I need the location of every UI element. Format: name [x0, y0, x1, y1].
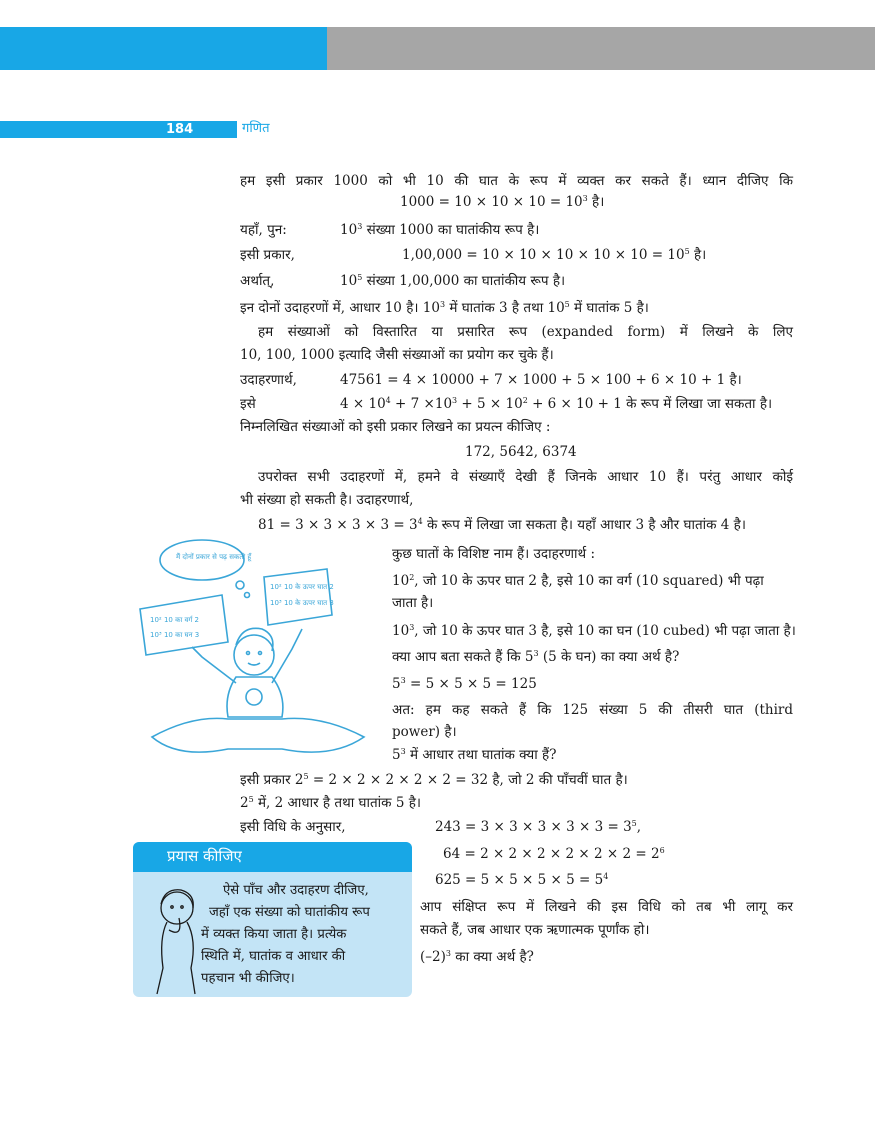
card-right [264, 569, 332, 625]
question: $5^3$ में आधार तथा घातांक क्या हैं? [392, 747, 557, 763]
paragraph-line: 10, 100, 1000 इत्यादि जैसी संख्याओं का प्रयोग कर चुके हैं। [240, 347, 554, 363]
bubble-text: मैं दोनों प्रकार से पढ़ सकती हूँ [176, 553, 252, 561]
try-it-line: पहचान भी कीजिए। [201, 971, 295, 986]
statement: जाता है। [392, 595, 434, 611]
label-isi-prakar: इसी प्रकार, [240, 247, 295, 263]
girl-legs [152, 718, 364, 752]
question: $(-2)^3$ का क्या अर्थ है? [420, 949, 534, 965]
paragraph-line: हम इसी प्रकार 1000 को भी 10 की घात के रूप में व्यक्त कर सकते हैं। ध्यान दीजिए कि [240, 173, 793, 189]
bubble-dot [236, 581, 244, 589]
girl-arm-right [272, 629, 302, 683]
girl-smile [248, 663, 260, 665]
try-it-line: में व्यक्त किया जाता है। प्रत्येक [201, 927, 347, 942]
paragraph-line: उपरोक्त सभी उदाहरणों में, हमने वे संख्याएँ देखी हैं जिनके आधार 10 हैं। परंतु आधार कोई [258, 469, 793, 485]
try-it-line: जहाँ एक संख्या को घातांकीय रूप [209, 905, 370, 920]
statement: $10^2$, जो 10 के ऊपर घात 2 है, इसे 10 का वर्ग (10 squared) भी पढ़ा [392, 573, 764, 589]
try-it-header [133, 842, 412, 872]
statement: $2^5$ में, 2 आधार है तथा घातांक 5 है। [240, 795, 421, 811]
header-accent-bar [0, 27, 327, 70]
header-gray-bar [327, 27, 875, 70]
card-right-line: 10² 10 के ऊपर घात 2 [270, 583, 334, 591]
girl-head [234, 635, 274, 675]
statement: $10^3$, जो 10 के ऊपर घात 3 है, इसे 10 का घन (10 cubed) भी पढ़ा जाता है। [392, 623, 796, 639]
girl-arm-left [192, 647, 236, 683]
equation: $1000 = 10 \times 10 \times 10 = 10^3$ है। [400, 194, 605, 210]
subject-title: गणित [242, 121, 270, 136]
try-it-line: स्थिति में, घातांक व आधार की [201, 949, 346, 964]
statement: कुछ घातों के विशिष्ट नाम हैं। उदाहरणार्थ : [392, 546, 595, 562]
equation: $64 = 2 \times 2 \times 2 \times 2 \times 2 \times 2 = 2^6$ [443, 846, 665, 862]
label-arthat: अर्थात्, [240, 273, 275, 289]
statement: आप संक्षिप्त रूप में लिखने की इस विधि को तब भी लागू कर [420, 899, 793, 915]
equation: 47561 = 4 × 10000 + 7 × 1000 + 5 × 100 + 6 × 10 + 1 है। [340, 372, 742, 388]
question: क्या आप बता सकते हैं कि $5^3$ (5 के घन) का क्या अर्थ है? [392, 649, 680, 665]
label-yahan: यहाँ, पुन: [240, 222, 287, 238]
equation: $4 \times 10^4 + 7 \times 10^3 + 5 \times 10^2 + 6 \times 10 + 1$ के रूप में लिखा जा सकता है। [340, 396, 773, 412]
number-list: 172, 5642, 6374 [465, 444, 577, 460]
label-udaharanarth: उदाहरणार्थ, [240, 372, 297, 388]
label-ise: इसे [240, 396, 256, 412]
statement: $10^3$ संख्या 1000 का घातांकीय रूप है। [340, 222, 540, 238]
card-right-line: 10³ 10 के ऊपर घात 3 [270, 599, 334, 607]
girl-eye [247, 652, 250, 655]
card-left-line: 10² 10 का वर्ग 2 [150, 616, 199, 624]
page-number-strip [0, 121, 237, 138]
try-it-line: ऐसे पाँच और उदाहरण दीजिए, [223, 883, 369, 898]
statement: इन दोनों उदाहरणों में, आधार 10 है। $10^3$ में घातांक 3 है तथा $10^5$ में घातांक 5 है। [240, 300, 649, 316]
try-it-title: प्रयास कीजिए [167, 847, 242, 865]
label-vidhi: इसी विधि के अनुसार, [240, 819, 346, 835]
instruction: निम्नलिखित संख्याओं को इसी प्रकार लिखने का प्रयत्न कीजिए : [240, 419, 551, 435]
statement: power) है। [392, 724, 457, 740]
statement: अत: हम कह सकते हैं कि 125 संख्या 5 की तीसरी घात (third [392, 702, 793, 718]
try-it-box [133, 842, 412, 997]
card-left-line: 10³ 10 का घन 3 [150, 631, 200, 639]
equation: $81 = 3 \times 3 \times 3 \times 3 = 3^4$ के रूप में लिखा जा सकता है। यहाँ आधार 3 है और घातांक 4 है। [258, 517, 746, 533]
statement: इसी प्रकार $2^5 = 2 \times 2 \times 2 \times 2 \times 2 = 32$ है, जो 2 की पाँचवीं घात है। [240, 772, 628, 788]
statement: सकते हैं, जब आधार एक ऋणात्मक पूर्णांक हो। [420, 922, 650, 938]
paragraph-line: हम संख्याओं को विस्तारित या प्रसारित रूप (expanded form) में लिखने के लिए [258, 324, 793, 340]
equation: $625 = 5 \times 5 \times 5 \times 5 = 5^4$ [435, 872, 609, 888]
girl-cartoon-illustration [132, 537, 390, 772]
equation: $1,00,000 = 10 \times 10 \times 10 \times 10 \times 10 = 10^5$ है। [402, 247, 707, 263]
page-number: 184 [166, 122, 194, 137]
equation: $243 = 3 \times 3 \times 3 \times 3 \times 3 = 3^5$, [435, 819, 642, 835]
girl-eye [259, 652, 262, 655]
shirt-badge [246, 689, 262, 705]
card-left [140, 595, 228, 655]
equation: $5^3 = 5 \times 5 \times 5 = 125$ [392, 676, 537, 692]
paragraph-line: भी संख्या हो सकती है। उदाहरणार्थ, [240, 492, 414, 508]
bubble-dot [245, 593, 250, 598]
statement: $10^5$ संख्या 1,00,000 का घातांकीय रूप है। [340, 273, 566, 289]
